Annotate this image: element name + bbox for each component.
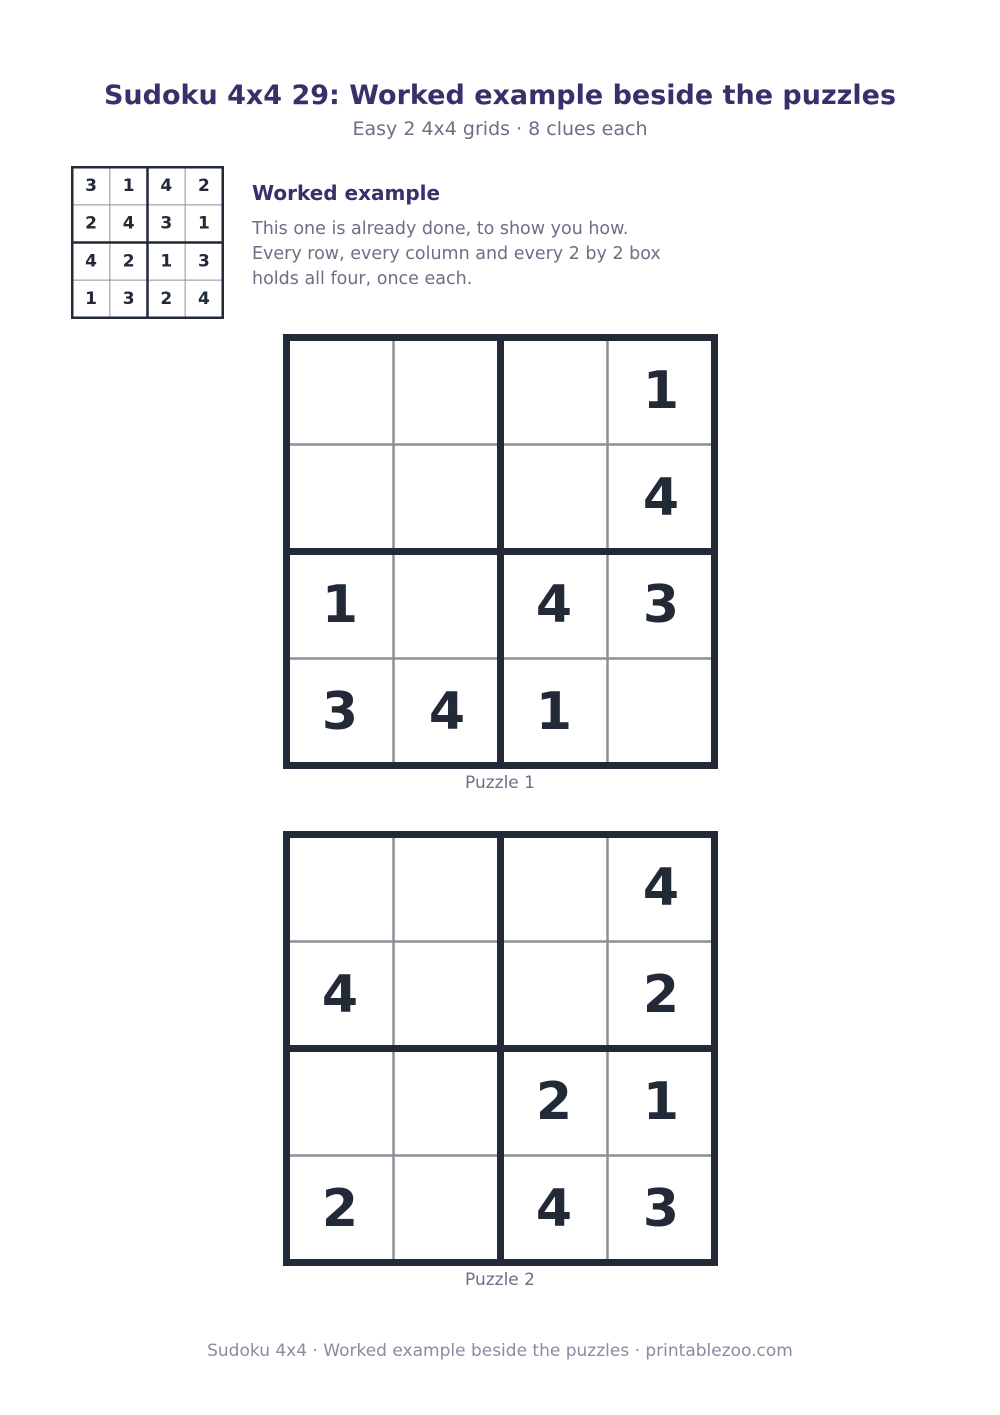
puzzle-1-digit: 3 <box>642 575 680 635</box>
puzzle-1-digit: 1 <box>535 682 573 742</box>
worked-example-text: This one is already done, to show you how. Every row, every column and every 2 by 2 box holds all four, once each. <box>252 219 661 289</box>
worked-example-digit: 1 <box>85 288 97 309</box>
puzzle-1-cell[interactable] <box>394 338 501 445</box>
puzzle-1-label: Puzzle 1 <box>465 773 535 793</box>
puzzle-2-digit: 4 <box>642 858 680 918</box>
puzzle-2-cell[interactable] <box>501 942 608 1049</box>
worked-example-digit: 1 <box>198 213 210 234</box>
puzzle-2-label: Puzzle 2 <box>465 1270 535 1290</box>
puzzle-1-cell[interactable] <box>394 552 501 659</box>
puzzle-1-cell[interactable] <box>501 338 608 445</box>
worked-example-digit: 2 <box>198 176 210 197</box>
worked-example-digit: 4 <box>85 251 97 272</box>
puzzle-1-digit: 1 <box>642 361 680 421</box>
worked-example-digit: 1 <box>160 251 173 272</box>
puzzle-1-digit: 3 <box>321 682 359 742</box>
puzzle-2-cell[interactable] <box>287 1049 394 1156</box>
puzzle-1-cell[interactable] <box>608 659 715 766</box>
puzzle-2-digit: 3 <box>642 1179 680 1239</box>
worked-example-digit: 3 <box>122 288 135 309</box>
worked-example-digit: 4 <box>122 213 135 234</box>
puzzle-1-digit: 1 <box>321 575 359 635</box>
puzzle-2-cell[interactable] <box>501 835 608 942</box>
worked-example-digit: 3 <box>85 176 97 197</box>
worked-example-digit: 2 <box>122 251 135 272</box>
puzzle-2-cell[interactable] <box>394 1049 501 1156</box>
puzzle-2-digit: 1 <box>642 1072 680 1132</box>
puzzle-1-digit: 4 <box>642 468 680 528</box>
puzzle-2-cell[interactable] <box>394 835 501 942</box>
worked-example-digit: 3 <box>198 251 210 272</box>
puzzle-2-digit: 4 <box>535 1179 573 1239</box>
page-title: Sudoku 4x4 29: Worked example beside the puzzles <box>103 80 897 111</box>
worked-example-digit: 2 <box>85 213 97 234</box>
worked-example-heading: Worked example <box>252 181 441 205</box>
puzzle-1-cell[interactable] <box>394 445 501 552</box>
page-subtitle: Easy 2 4x4 grids · 8 clues each <box>352 118 648 140</box>
puzzle-1-digit: 4 <box>428 682 466 742</box>
worked-example-digit: 4 <box>198 288 210 309</box>
puzzle-1-cell[interactable] <box>287 338 394 445</box>
page-footer: Sudoku 4x4 · Worked example beside the puzzles · printablezoo.com <box>207 1341 793 1361</box>
puzzle-1-grid[interactable] <box>283 334 718 769</box>
puzzle-2-grid[interactable] <box>283 831 718 1266</box>
puzzle-1-cell[interactable] <box>501 445 608 552</box>
puzzle-2-digit: 2 <box>321 1179 359 1239</box>
puzzle-1-digit: 4 <box>535 575 573 635</box>
worked-example-grid <box>71 166 224 319</box>
worked-example-digit: 4 <box>160 176 173 197</box>
worked-example-digit: 2 <box>160 288 173 309</box>
puzzle-2-cell[interactable] <box>394 942 501 1049</box>
puzzle-2-digit: 4 <box>321 965 359 1025</box>
puzzle-2-digit: 2 <box>642 965 680 1025</box>
puzzle-2-cell[interactable] <box>394 1156 501 1263</box>
worked-example-digit: 1 <box>122 176 135 197</box>
worked-example-digit: 3 <box>160 213 173 234</box>
puzzle-1-cell[interactable] <box>287 445 394 552</box>
puzzle-2-digit: 2 <box>535 1072 573 1132</box>
puzzle-2-cell[interactable] <box>287 835 394 942</box>
